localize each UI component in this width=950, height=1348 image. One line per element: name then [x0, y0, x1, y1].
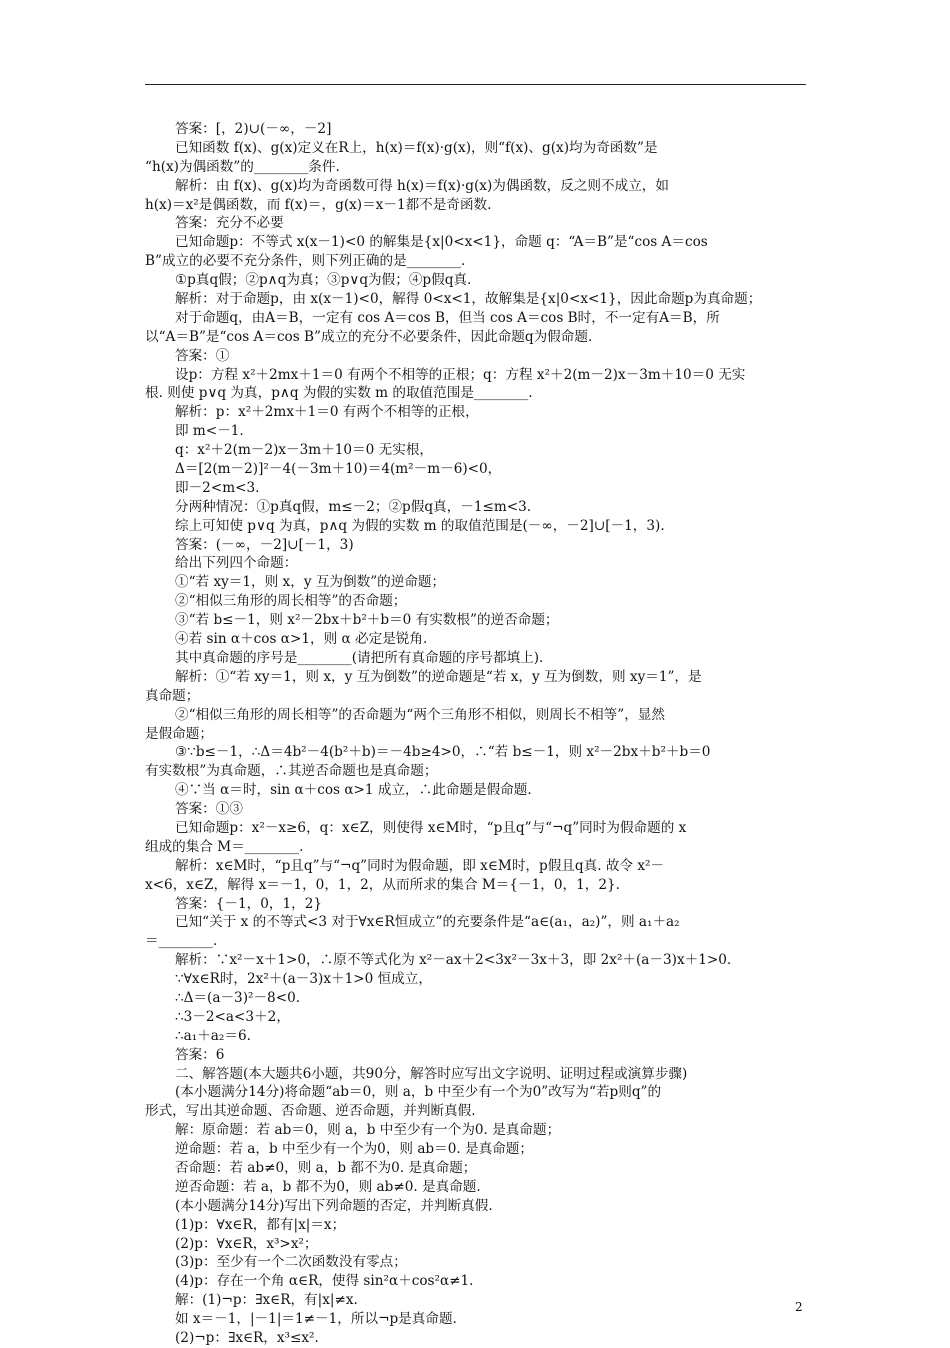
- text-line: 答案：①③: [175, 801, 243, 818]
- text-line: ①“若 xy＝1，则 x，y 互为倒数”的逆命题；: [175, 574, 446, 591]
- page-number: 2: [795, 1300, 803, 1314]
- text-line: (2)p：∀x∈R，x³>x²；: [175, 1235, 318, 1252]
- text-line: Δ＝[2(m－2)]²－4(－3m＋10)＝4(m²－m－6)<0，: [175, 461, 502, 478]
- text-line: 已知函数 f(x)、g(x)定义在R上，h(x)＝f(x)·g(x)，则“f(x)、g(x)均为奇函数”是: [175, 139, 658, 156]
- text-line: 组成的集合 M＝________.: [145, 838, 304, 855]
- text-line: ④∵当 α＝时，sin α＋cos α>1 成立，∴此命题是假命题.: [175, 782, 532, 799]
- text-line: 逆命题：若 a，b 中至少有一个为0，则 ab＝0. 是真命题；: [175, 1141, 533, 1158]
- text-line: ∴a₁＋a₂＝6.: [175, 1027, 251, 1044]
- text-line: 答案：[，2)∪(－∞，－2]: [175, 121, 332, 137]
- text-line: 对于命题q，由A＝B，一定有 cos A＝cos B，但当 cos A＝cos B时，不一定有A＝B，所: [175, 309, 720, 326]
- text-line: ∵∀x∈R时，2x²＋(a－3)x＋1>0 恒成立，: [175, 971, 432, 988]
- text-line: (4)p：存在一个角 α∈R，使得 sin²α＋cos²α≠1.: [175, 1273, 474, 1290]
- text-line: (本小题满分14分)将命题“ab＝0，则 a，b 中至少有一个为0”改写为“若p则q”的: [175, 1084, 662, 1101]
- text-line: 是假命题；: [145, 725, 213, 742]
- text-line: ∴3－2<a<3＋2，: [175, 1008, 290, 1025]
- text-line: 有实数根”为真命题，∴其逆否命题也是真命题；: [145, 763, 438, 780]
- text-line: 形式，写出其逆命题、否命题、逆否命题，并判断真假.: [145, 1103, 476, 1120]
- text-line: 分两种情况：①p真q假，m≤－2；②p假q真，－1≤m<3.: [175, 498, 532, 515]
- text-line: ＝________.: [145, 933, 218, 950]
- text-line: 否命题：若 ab≠0，则 a，b 都不为0. 是真命题；: [175, 1159, 477, 1176]
- text-line: (1)p：∀x∈R，都有|x|＝x；: [175, 1216, 346, 1233]
- text-line: “h(x)为偶函数”的________条件.: [145, 158, 340, 175]
- text-line: 解析：p：x²＋2mx＋1＝0 有两个不相等的正根，: [175, 404, 479, 421]
- text-line: q：x²＋2(m－2)x－3m＋10＝0 无实根，: [175, 442, 434, 459]
- text-line: 真命题；: [145, 687, 200, 704]
- text-line: 解析：①“若 xy＝1，则 x，y 互为倒数”的逆命题是“若 x，y 互为倒数，则 xy＝1”，是: [175, 668, 702, 685]
- text-line: 答案：①: [175, 347, 230, 364]
- text-line: 答案：6: [175, 1046, 225, 1063]
- text-line: (3)p：至少有一个二次函数没有零点；: [175, 1254, 407, 1271]
- text-line: (本小题满分14分)写出下列命题的否定，并判断真假.: [175, 1197, 493, 1214]
- text-line: 解析：对于命题p，由 x(x－1)<0，解得 0<x<1，故解集是{x|0<x<1}，因此命题p为真命题；: [175, 291, 762, 308]
- text-line: 解析：由 f(x)、g(x)均为奇函数可得 h(x)＝f(x)·g(x)为偶函数，反之则不成立，如: [175, 177, 669, 194]
- text-line: 解析：∵x²－x＋1>0，∴原不等式化为 x²－ax＋2<3x²－3x＋3，即 2x²＋(a－3)x＋1>0.: [175, 952, 732, 969]
- text-line: 已知命题p：不等式 x(x－1)<0 的解集是{x|0<x<1}，命题 q：“A＝B”是“cos A＝cos: [175, 234, 708, 251]
- text-line: 答案：充分不必要: [175, 215, 284, 232]
- body-text: [145, 120, 806, 1348]
- text-line: x<6，x∈Z，解得 x＝－1，0，1，2，从而所求的集合 M＝{－1，0，1，2}.: [145, 876, 620, 893]
- text-line: ④若 sin α＋cos α>1，则 α 必定是锐角.: [175, 631, 428, 648]
- text-line: 解析：x∈M时，“p且q”与“¬q”同时为假命题，即 x∈M时，p假且q真. 故令 x²－: [175, 857, 665, 874]
- text-line: ②“相似三角形的周长相等”的否命题；: [175, 593, 407, 610]
- text-line: 如 x＝－1，|－1|＝1≠－1，所以¬p是真命题.: [175, 1311, 457, 1328]
- text-line: 即 m<－1.: [175, 423, 244, 440]
- text-line: ①p真q假；②p∧q为真；③p∨q为假；④p假q真.: [175, 272, 472, 289]
- text-line: ③∵b≤－1，∴Δ＝4b²－4(b²＋b)＝－4b≥4>0，∴“若 b≤－1，则 x²－2bx＋b²＋b＝0: [175, 744, 711, 761]
- text-line: 二、解答题(本大题共6小题，共90分，解答时应写出文字说明、证明过程或演算步骤): [175, 1065, 688, 1082]
- text-line: 已知命题p：x²－x≥6，q：x∈Z，则使得 x∈M时，“p且q”与“¬q”同时为假命题的 x: [175, 819, 687, 836]
- text-line: 逆否命题：若 a，b 都不为0，则 ab≠0. 是真命题.: [175, 1178, 481, 1195]
- text-line: ∴Δ＝(a－3)²－8<0.: [175, 989, 301, 1006]
- text-line: ③“若 b≤－1，则 x²－2bx＋b²＋b＝0 有实数根”的逆否命题；: [175, 612, 559, 629]
- text-line: B”成立的必要不充分条件，则下列正确的是________.: [145, 253, 466, 270]
- text-line: 解：原命题：若 ab＝0，则 a，b 中至少有一个为0. 是真命题；: [175, 1122, 561, 1139]
- text-line: 其中真命题的序号是________(请把所有真命题的序号都填上).: [175, 649, 544, 666]
- text-line: 答案：{－1，0，1，2}: [175, 895, 323, 912]
- text-line: 综上可知使 p∨q 为真，p∧q 为假的实数 m 的取值范围是(－∞，－2]∪[－1，3).: [175, 517, 665, 534]
- text-line: 解：(1)¬p：∃x∈R，有|x|≠x.: [175, 1292, 358, 1309]
- text-line: h(x)＝x²是偶函数，而 f(x)＝，g(x)＝x－1都不是奇函数.: [145, 196, 492, 213]
- header-rule: [145, 84, 806, 85]
- text-line: 根. 则使 p∨q 为真，p∧q 为假的实数 m 的取值范围是________.: [145, 385, 533, 402]
- text-line: 答案：(－∞，－2]∪[－1，3): [175, 536, 354, 553]
- text-line: 已知“关于 x 的不等式<3 对于∀x∈R恒成立”的充要条件是“a∈(a₁，a₂)”，则 a₁＋a₂: [175, 914, 680, 931]
- text-line: 即－2<m<3.: [175, 479, 260, 496]
- text-line: ②“相似三角形的周长相等”的否命题为“两个三角形不相似，则周长不相等”，显然: [175, 706, 665, 723]
- text-line: 给出下列四个命题：: [175, 555, 298, 572]
- text-line: (2)¬p：∃x∈R，x³≤x².: [175, 1330, 319, 1346]
- text-line: 以“A＝B”是“cos A＝cos B”成立的充分不必要条件，因此命题q为假命题.: [145, 328, 593, 345]
- text-line: 设p：方程 x²＋2mx＋1＝0 有两个不相等的正根；q：方程 x²＋2(m－2)x－3m＋10＝0 无实: [175, 366, 746, 383]
